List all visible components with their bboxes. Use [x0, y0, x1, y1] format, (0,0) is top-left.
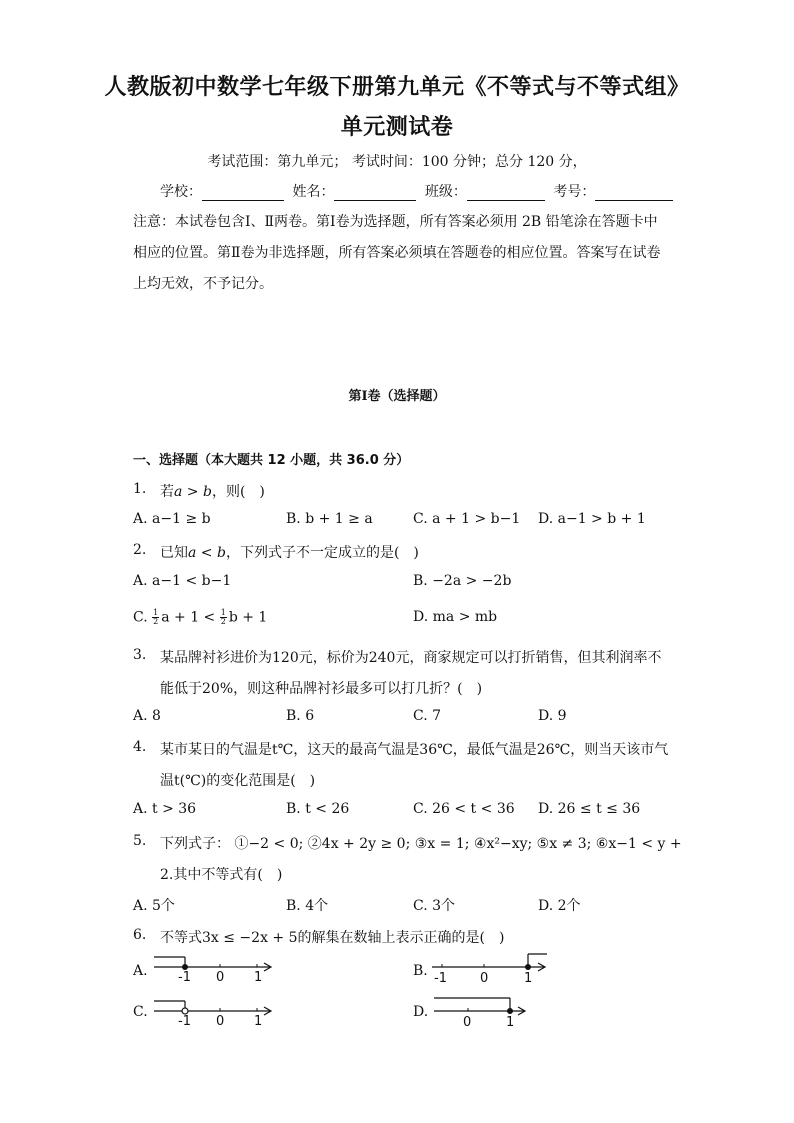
question-1-option-d[interactable]: D. a−1 > b + 1 — [538, 511, 646, 527]
question-5-option-a[interactable]: A. 5个 — [133, 898, 175, 914]
question-2-option-d[interactable]: D. ma > mb — [413, 609, 498, 625]
question-3-option-b[interactable]: B. 6 — [286, 708, 315, 724]
class-blank[interactable] — [467, 186, 545, 201]
question-2-option-b[interactable]: B. −2a > −2b — [413, 573, 512, 589]
tick-label: 0 — [216, 970, 225, 985]
number-blank[interactable] — [595, 186, 673, 201]
question-5-line1: 下列式子： ①−2 < 0; ②4x + 2y ≥ 0; ③x = 1; ④x²−xy; ⑤x ≠ 3; ⑥x−1 < y + — [160, 836, 682, 852]
question-5-line2: 2.其中不等式有( ) — [160, 867, 283, 883]
tick-label: 0 — [216, 1014, 225, 1029]
question-6-text: 不等式3x ≤ −2x + 5的解集在数轴上表示正确的是( ) — [160, 930, 505, 946]
question-2-option-c[interactable] — [133, 609, 267, 626]
tick-label: 1 — [254, 1014, 263, 1029]
question-5-option-b[interactable]: B. 4个 — [286, 898, 329, 914]
question-6-option-b[interactable]: B. — [413, 963, 428, 979]
question-1-pre: 若 — [160, 484, 174, 500]
question-1-text — [160, 481, 265, 501]
school-label: 学校： — [160, 184, 202, 200]
question-1-math: a > b — [174, 484, 212, 500]
tick-label: 1 — [254, 970, 263, 985]
question-2-text — [160, 542, 419, 562]
question-3-number: 3. — [133, 647, 147, 663]
question-1-option-c[interactable]: C. a + 1 > b−1 — [413, 511, 521, 527]
part-title: 第Ⅰ卷（选择题） — [348, 389, 446, 404]
question-3-option-d[interactable]: D. 9 — [538, 708, 567, 724]
question-6-option-d[interactable]: D. — [413, 1004, 429, 1020]
question-3-option-c[interactable]: C. 7 — [413, 708, 442, 724]
student-info-fields — [160, 181, 677, 201]
question-2-number: 2. — [133, 542, 147, 558]
question-2-post: ，下列式子不一定成立的是( ) — [225, 545, 419, 561]
question-2-option-a[interactable]: A. a−1 < b−1 — [133, 573, 232, 589]
question-6-option-a[interactable]: A. — [133, 963, 148, 979]
tick-label: -1 — [178, 970, 191, 985]
question-4-line1: 某市某日的气温是t℃，这天的最高气温是36℃，最低气温是26℃，则当天该市气 — [160, 742, 669, 758]
tick-label: 0 — [463, 1015, 472, 1030]
tick-label: 0 — [480, 971, 489, 986]
question-4-option-a[interactable]: A. t > 36 — [133, 801, 197, 817]
question-4-option-d[interactable]: D. 26 ≤ t ≤ 36 — [538, 801, 641, 817]
school-blank[interactable] — [202, 186, 284, 201]
question-4-number: 4. — [133, 739, 147, 755]
section-title: 一、选择题（本大题共 12 小题，共 36.0 分） — [133, 453, 410, 468]
fraction-half: $\frac{1}{2}$ — [220, 608, 226, 626]
question-2-option-c-mid: a + 1 < — [161, 609, 216, 626]
question-4-option-b[interactable]: B. t < 26 — [286, 801, 350, 817]
tick-label: -1 — [434, 971, 447, 986]
question-2-option-c-end: b + 1 — [228, 609, 268, 626]
number-line-a — [150, 950, 280, 990]
question-2-math: a < b — [188, 545, 226, 561]
question-1-option-a[interactable]: A. a−1 ≥ b — [133, 511, 211, 527]
question-2-pre: 已知 — [160, 545, 188, 561]
class-label: 班级： — [424, 184, 467, 200]
question-1-option-b[interactable]: B. b + 1 ≥ a — [286, 511, 373, 527]
tick-label: 1 — [524, 971, 533, 986]
number-label: 考号： — [553, 184, 596, 200]
exam-subtitle: 单元测试卷 — [340, 115, 454, 140]
tick-label: 1 — [506, 1015, 515, 1030]
name-blank[interactable] — [334, 186, 416, 201]
tick-label: -1 — [178, 1014, 191, 1029]
question-4-line2: 温t(℃)的变化范围是( ) — [160, 773, 316, 789]
question-3-line1: 某品牌衬衫进价为120元，标价为240元，商家规定可以打折销售，但其利润率不 — [160, 650, 662, 666]
question-6-option-c[interactable]: C. — [133, 1004, 148, 1020]
question-2-option-c-letter: C. — [133, 609, 148, 626]
question-6-number: 6. — [133, 927, 147, 943]
notice-text: 注意：本试卷包含Ⅰ、Ⅱ两卷。第Ⅰ卷为选择题，所有答案必须用 2B 铅笔涂在答题卡中相应的位置。第Ⅱ卷为非选择题，所有答案必须填在答题卷的相应位置。答案写在试卷上均无效，不予记分。 — [133, 214, 661, 292]
exam-info: 考试范围：第九单元； 考试时间：100 分钟；总分 120 分， — [207, 154, 587, 170]
question-5-option-d[interactable]: D. 2个 — [538, 898, 581, 914]
question-5-number: 5. — [133, 833, 147, 849]
question-3-line2: 能低于20%，则这种品牌衬衫最多可以打几折？( ) — [160, 681, 483, 697]
number-line-d — [430, 994, 530, 1034]
question-1-number: 1. — [133, 481, 147, 497]
fraction-half: $\frac{1}{2}$ — [153, 608, 159, 626]
exam-title: 人教版初中数学七年级下册第九单元《不等式与不等式组》 — [104, 75, 690, 100]
number-line-b — [428, 950, 553, 990]
name-label: 姓名： — [292, 184, 335, 200]
question-4-option-c[interactable]: C. 26 < t < 36 — [413, 801, 515, 817]
question-1-post: ，则( ) — [211, 484, 265, 500]
question-5-option-c[interactable]: C. 3个 — [413, 898, 456, 914]
question-3-option-a[interactable]: A. 8 — [133, 708, 161, 724]
number-line-c — [150, 994, 280, 1034]
